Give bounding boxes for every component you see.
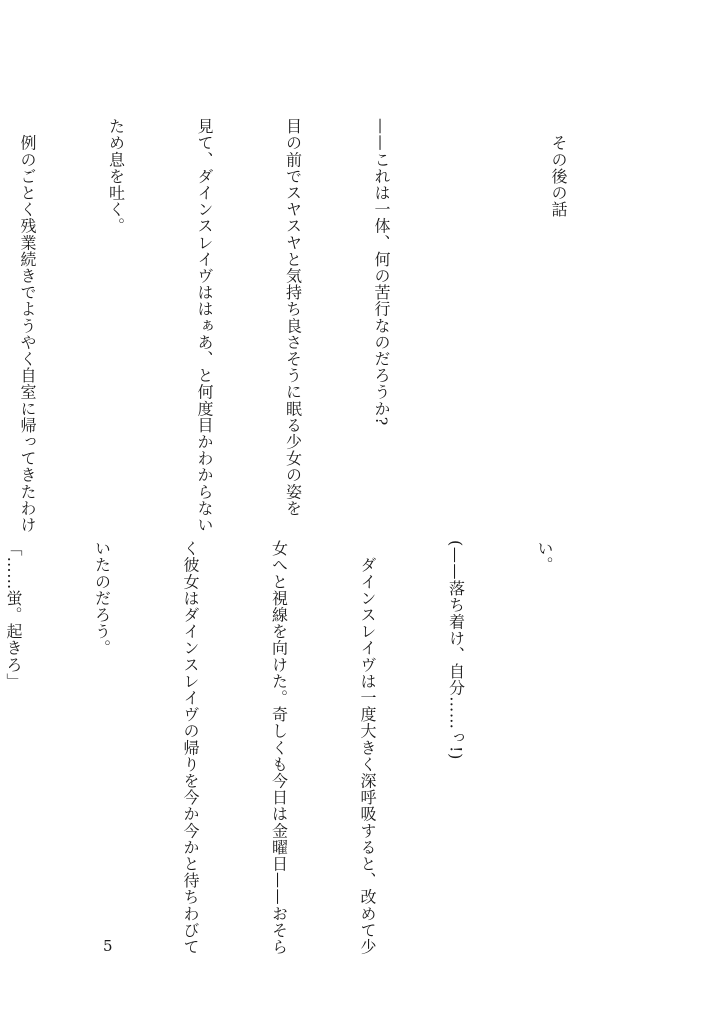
text-line: く彼女はダインスレイヴの帰りを今か今かと待ちわびて [181,540,200,955]
text-line: 例のごとく残業続きでようやく自室に帰ってきたわけ [18,118,37,533]
text-line: 女へと視線を向けた。奇しくも今日は金曜日——おそら [269,540,289,955]
upper-text-block [0,118,632,533]
text-line: 目の前でスヤスヤと気持ち良さそうに眠る少女の姿を [283,118,303,517]
text-line: い。 [535,540,554,574]
text-line: 「……蛍。起きろ」 [4,540,23,690]
lower-text-block [0,540,618,955]
section-title: その後の話 [549,118,568,218]
text-line: ため息を吐く。 [106,118,126,235]
text-line: いたのだろう。 [92,540,112,657]
text-line [455,118,485,498]
text-line: ——これは一体、何の苦行なのだろうか? [372,118,391,426]
text-line: 見て、ダインスレイヴははぁあ、と何度目かわからない [195,118,214,533]
text-line: (——落ち着け、自分……っ!) [446,540,466,760]
text-line: ダインスレイヴは一度大きく深呼吸すると、改めて少 [358,540,377,955]
page-number: 5 [103,937,113,955]
